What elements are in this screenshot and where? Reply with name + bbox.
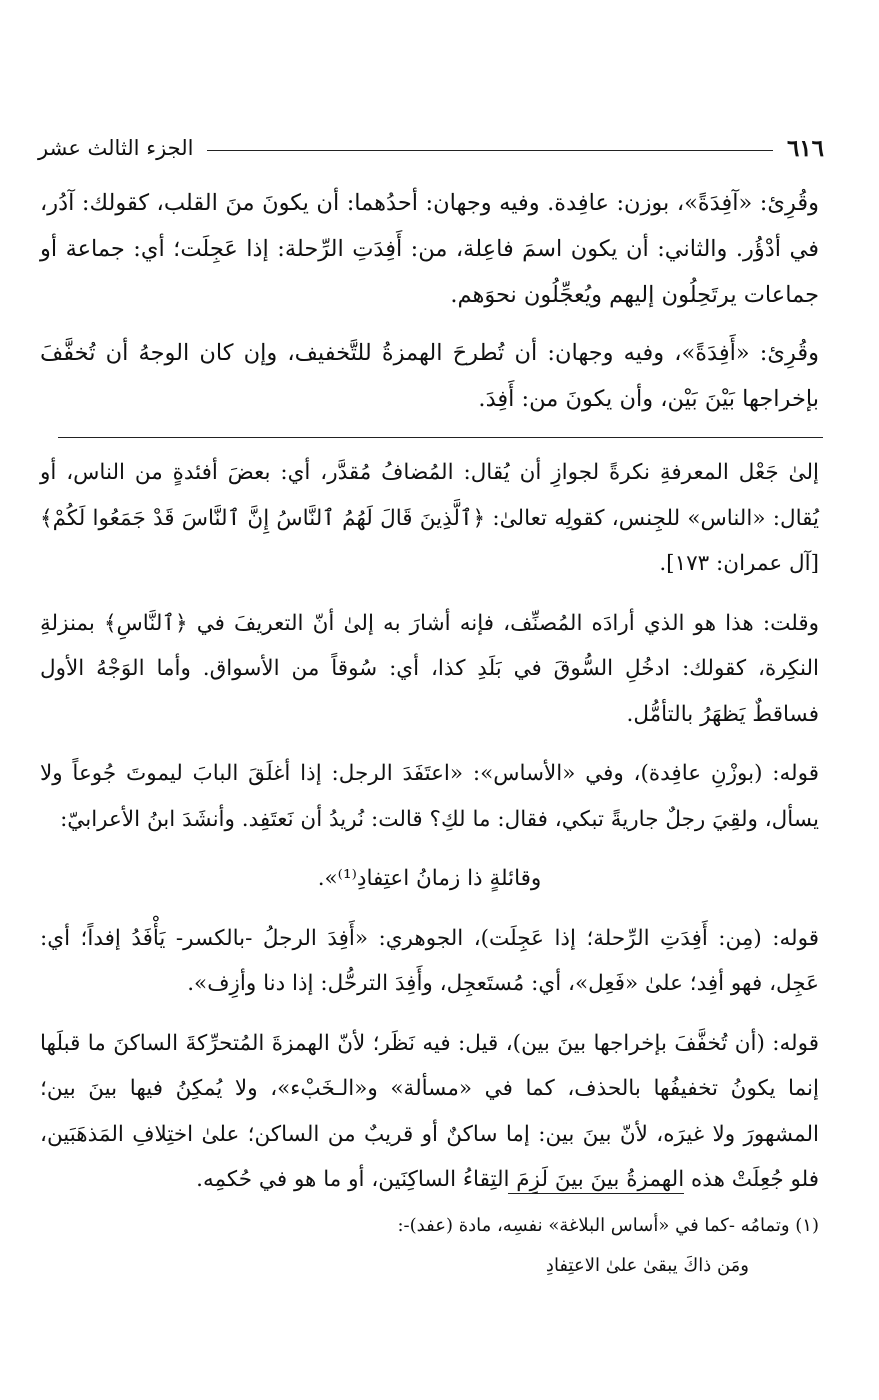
running-title: الجزء الثالث عشر: [38, 136, 194, 160]
footnote: [40, 1206, 819, 1286]
commentary-paragraph-5: قوله: (أن تُخفَّفَ بإخراجها بينَ بين)، قيل: فيه نَظَر؛ لأنّ الهمزةَ المُتحرِّكةَ الساكنَ ما قبلَها إنما يكونُ تخفيفُها بالحذف، كما في «مسألة» و«الـخَبْء»، ولا يُمكِنُ فيها بينَ بين؛ المشهورَ ولا غيرَه، لأنّ بينَ بين: إما ساكنٌ أو قريبٌ من الساكن؛ علىٰ اختِلافِ المَذهَبَين، فلو جُعِلَتْ هذه الهمزةُ بينَ بينَ لَزِمَ التِقاءُ الساكِنَين، أو ما هو في حُكمِه.: [40, 1030, 819, 1192]
section-separator: [58, 437, 823, 438]
commentary-paragraph-2: وقلت: هذا هو الذي أرادَه المُصنِّف، فإنه أشارَ به إلىٰ أنّ التعريفَ في ﴿ٱلنَّاسِ﴾ بمنزلةِ النكِرة، كقولك: ادخُلِ السُّوقَ في بَلَدِ كذا، أي: سُوقاً من الأسواق. وأما الوَجْهُ الأول فساقطٌ يَظهَرُ بالتأمُّل.: [40, 610, 819, 727]
commentary-paragraph-3: قوله: (بوزْنِ عافِدة)، وفي «الأساس»: «اعتَفَدَ الرجل: إذا أغلَقَ البابَ ليموتَ جُوعاً ولا يسأل، ولقِيَ رجلٌ جاريةً تبكي، فقال: ما لكِ؟ قالت: نُريدُ أن نَعتَفِد. وأنشَدَ ابنُ الأعرابيّ:: [40, 761, 819, 832]
main-paragraph-1: وقُرِئ: «آفِدَةً»، بوزن: عافِدة. وفيه وجهان: أحدُهما: أن يكونَ منَ القلب، كقولك: آدُر، في أدْؤُر. والثاني: أن يكون اسمَ فاعِلة، من: أَفِدَتِ الرِّحلة: إذا عَجِلَت؛ أي: جماعة أو جماعات يرتَحِلُون إليهم ويُعجِّلُون نحوَهم.: [40, 190, 819, 308]
page-number: ٦١٦: [786, 134, 824, 162]
header-rule: [207, 150, 772, 151]
commentary-verse: وقائلةٍ ذا زمانُ اعتِفادِ⁽¹⁾».: [317, 866, 542, 891]
commentary-paragraph-1: إلىٰ جَعْل المعرفةِ نكرةً لجوازِ أن يُقال: المُضافُ مُقدَّر، أي: بعضَ أفئدةٍ من الناس، أو يُقال: «الناس» للجِنس، كقولِه تعالىٰ: ﴿ٱلَّذِينَ قَالَ لَهُمُ ٱلنَّاسُ إِنَّ ٱلنَّاسَ قَدْ جَمَعُوا لَكُمْ﴾ [آل عمران: ١٧٣].: [40, 460, 819, 576]
commentary: [40, 450, 819, 1203]
footnote-rule: [508, 1193, 684, 1194]
main-paragraph-2: وقُرِئ: «أَفِدَةً»، وفيه وجهان: أن تُطرحَ الهمزةُ للتَّخفيف، وإن كان الوجهُ أن تُخفَّفَ بإخراجها بَيْنَ بَيْن، وأن يكونَ من: أَفِدَ.: [40, 340, 819, 412]
main-text: [40, 180, 819, 422]
footnote-verse: ومَن ذاكَ يبقىٰ علىٰ الاعتِفادِ: [545, 1255, 749, 1276]
page-header: [38, 128, 824, 168]
footnote-line-1: (١) وتمامُه -كما في «أساس البلاغة» نفسِه، مادة (عفد)-:: [397, 1215, 819, 1236]
commentary-paragraph-4: قوله: (مِن: أَفِدَتِ الرِّحلة؛ إذا عَجِلَت)، الجوهري: «أَفِدَ الرجلُ -بالكسر- يَأْفَدُ إفداً؛ أي: عَجِل، فهو أفِد؛ علىٰ «فَعِل»، أي: مُستَعجِل، وأَفِدَ الترحُّل: إذا دنا وأزِف».: [40, 925, 819, 996]
